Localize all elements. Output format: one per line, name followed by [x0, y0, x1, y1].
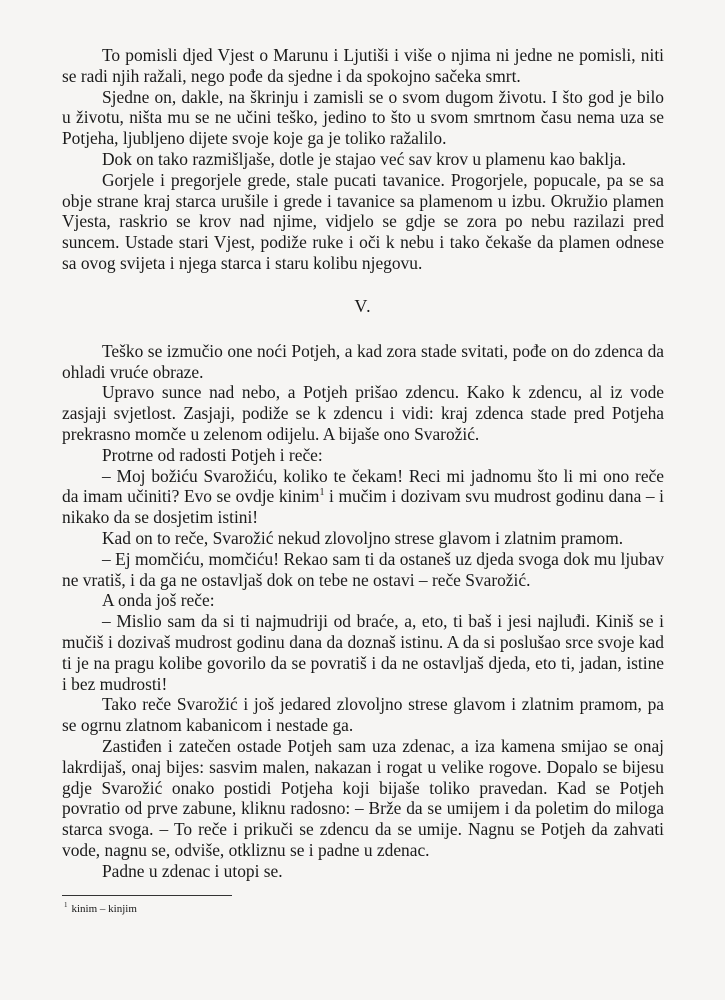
paragraph: Sjedne on, dakle, na škrinju i zamisli se o svom dugom životu. I što god je bilo u životu, ništa mu se ne učini teško, jedino to što u svom smrtnom času nema uza se Potjeha, ljubljeno dijete svoje koje ga je toliko ražalilo. — [62, 86, 664, 149]
paragraph-with-footnote — [62, 466, 664, 528]
paragraph: To pomisli djed Vjest o Marunu i Ljutiši i više o njima ni jedne ne pomisli, niti se radi njih ražali, nego pođe da sjedne i da spokojno sačeka smrt. — [62, 45, 664, 86]
section-heading: V. — [354, 295, 372, 316]
footnote-marker: 1 — [64, 901, 68, 910]
footnote-reference[interactable]: 1 — [319, 487, 325, 499]
paragraph: Padne u zdenac i utopi se. — [102, 860, 283, 881]
page-body — [62, 45, 664, 881]
paragraph-text: – Moj božiću Svarožiću, koliko te čekam! Reci mi jadnomu što li mi ono reče da imam učiniti? Evo se ovdje kinim — [62, 465, 664, 507]
paragraph-text: i mučim i dozivam svu mudrost godinu dana – i nikako da se dosjetim istini! — [62, 486, 664, 528]
footnote — [64, 903, 137, 916]
paragraph: A onda još reče: — [102, 590, 215, 611]
paragraph: Zastiđen i zatečen ostade Potjeh sam uza zdenac, a iza kamena smijao se onaj lakrdijaš, onaj bijes: sasvim malen, nakazan i rogat u velike rogove. Dopalo se bijesu gdje Svarožić onako postidi Potjeha koji bijaše toliko pravedan. Kad se Potjeh povratio od prve zabune, kliknu radosno: – Brže da se umijem i da poletim do miloga starca svoga. – To reče i prikuči se zdencu da se umije. Nagnu se Potjeh da zahvati vode, nagnu se, odviše, otkliznu se i padne u zdenac. — [62, 735, 664, 860]
paragraph: Teško se izmučio one noći Potjeh, a kad zora stade svitati, pođe on do zdenca da ohladi vruće obraze. — [62, 340, 664, 382]
paragraph: – Mislio sam da si ti najmudriji od braće, a, eto, ti baš i jesi najluđi. Kiniš se i mučiš i dozivaš mudrost godinu dana da doznaš istinu. A da si poslušao srce svoje kad ti je na pragu kolibe govorilo da se povratiš i da ne ostavljaš djeda, eto ti, jadan, istine i bez mudrosti! — [62, 611, 664, 694]
paragraph: Upravo sunce nad nebo, a Potjeh prišao zdencu. Kako k zdencu, al iz vode zasjaji svjetlost. Zasjaji, podiže se k zdencu i vidi: kraj zdenca stade pred Potjeha prekrasno momče u zelenom odijelu. A bijaše ono Svarožić. — [62, 382, 664, 444]
paragraph: – Ej momčiću, momčiću! Rekao sam ti da ostaneš uz djeda svoga dok mu ljubav ne vratiš, i da ga ne ostavljaš dok on tebe ne ostavi – reče Svarožić. — [62, 548, 664, 590]
footnote-divider — [62, 895, 232, 896]
paragraph: Kad on to reče, Svarožić nekud zlovoljno strese glavom i zlatnim pramom. — [102, 527, 624, 548]
paragraph: Gorjele i pregorjele grede, stale pucati tavanice. Progorjele, popucale, pa se sa obje strane kraj starca urušile i grede i tavanice sa plamenom u izbu. Okružio plamen Vjesta, raskrio se krov nad njime, vidjelo se gdje se zora po nebu razilazi pred suncem. Ustade stari Vjest, podiže ruke i oči k nebu i tako čekaše da plamen odnese sa ovog svijeta i njega starca i staru kolibu njegovu. — [62, 169, 664, 273]
paragraph: Dok on tako razmišljaše, dotle je stajao već sav krov u plamenu kao baklja. — [102, 148, 626, 169]
paragraph: Protrne od radosti Potjeh i reče: — [102, 444, 323, 465]
paragraph: Tako reče Svarožić i još jedared zlovoljno strese glavom i zlatnim pramom, pa se ogrnu zlatnom kabanicom i nestade ga. — [62, 694, 664, 736]
footnote-text: kinim – kinjim — [71, 903, 137, 915]
